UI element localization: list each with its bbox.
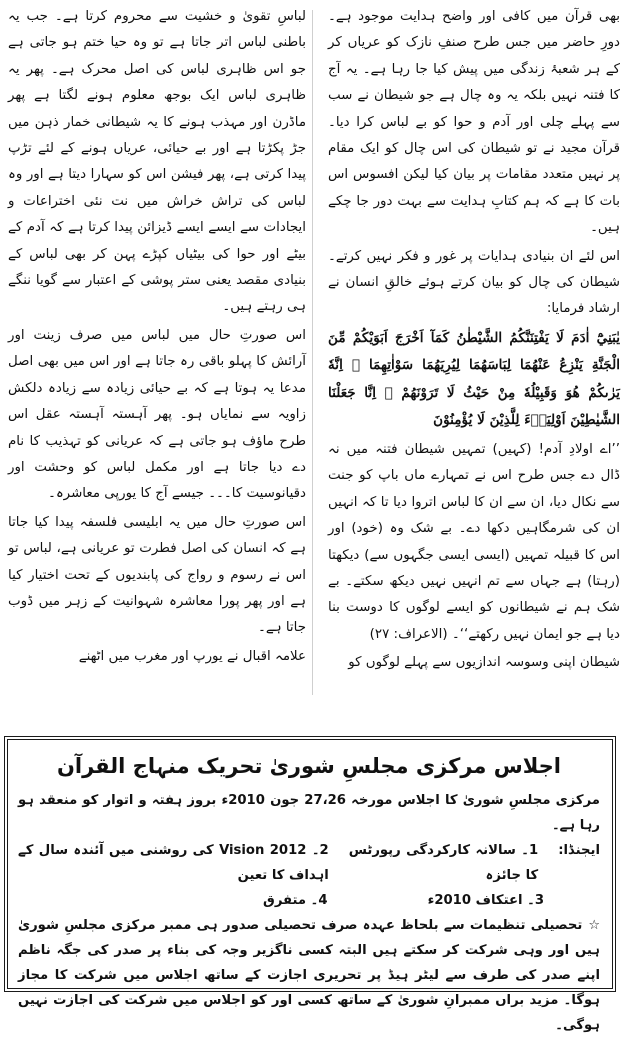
agenda-label: ایجنڈا: [558,843,600,858]
agenda-item: 4۔ متفرق [263,893,328,908]
agenda-row-1 [18,838,600,888]
agenda-row-2 [18,888,600,913]
star-outline-icon: ☆ [588,918,600,933]
meeting-notice-box [4,736,616,1033]
agenda-item: 1۔ سالانہ کارکردگی رپورٹس کا جائزہ [348,843,539,883]
article-paragraph: شیطان اپنی وسوسہ اندازیوں سے پہلے لوگوں کو [348,655,620,671]
notice-announcement: مرکزی مجلسِ شوریٰ کا اجلاس مورخہ 27،26 جون 2010ء بروز ہفتہ و اتوار کو منعقد ہو رہا ہے۔ [18,793,600,833]
article-paragraph: اس لئے ان بنیادی ہدایات پر غور و فکر نہیں کرتے۔ شیطان کی چال کو بیان کرتے ہوئے خالقِ انسان نے ارشاد فرمایا: [328,248,620,317]
quran-verse: يٰبَنِيْٓ اٰدَمَ لَا يَفْتِنَنَّكُمُ الشَّيْطٰنُ كَمَآ اَخْرَجَ اَبَوَيْكُمْ مِّنَ الْجَنَّةِ يَنْزِعُ عَنْهُمَا لِبَاسَهُمَا لِيُرِيَهُمَا سَوْاٰتِهِمَا ۭ اِنَّهٗ يَرٰىكُمْ هُوَ وَقَبِيْلُهٗ مِنْ حَيْثُ لَا تَرَوْنَهُمْ ۭ اِنَّا جَعَلْنَا الشَّيٰطِيْنَ اَوْلِيَاۗءَ لِلَّذِيْنَ لَا يُؤْمِنُوْنَ [328,329,620,429]
article-column-left [8,4,306,670]
article-paragraph: اس صورتِ حال میں لباس میں صرف زینت اور آرائش کا پہلو باقی رہ جاتا ہے اور اس میں بھی اصل مدعا یہ ہوتا ہے کہ بے حیائی زیادہ سے زیادہ دلکش زاویہ سے نمایاں ہو۔ پھر آہستہ آہستہ عقل اس طرح ماؤف ہو جاتی ہے کہ عریانی کو تہذیب کا نام دے دیا جاتا ہے اور مکمل لباس کو وحشت اور دقیانوسیت کا۔۔۔ جیسے آج کا یورپی معاشرہ۔ [8,327,306,502]
notice-note-text: تحصیلی تنظیمات سے بلحاظ عہدہ صرف تحصیلی صدور ہی ممبر مرکزی مجلسِ شوریٰ ہیں اور وہی شرکت کر سکتے ہیں البتہ کسی ناگزیر وجہ کی بناء پر صدر کی جگہ ناظم اپنے صدر کی طرف سے لیٹر ہیڈ پر تحریری اجازت کے ساتھ اجلاس میں شرکت کا مجاز ہوگا۔ مزید براں ممبرانِ شوریٰ کے ساتھ کسی اور کو اجلاس میں شرکت کی اجازت نہیں ہوگی۔ [18,918,600,1033]
notice-title: اجلاس مرکزی مجلسِ شوریٰ تحریک منہاج القرآن [56,754,561,778]
agenda-item: 2۔ Vision 2012 کی روشنی میں آئندہ سال کے اہداف کا تعین [18,843,329,883]
article-paragraph: لباسِ تقویٰ و خشیت سے محروم کرتا ہے۔ جب یہ باطنی لباس اتر جاتا ہے تو وہ حیا ختم ہو جاتی ہے جو اس ظاہری لباس کی اصل محرک ہے۔ پھر یہ ظاہری لباس ایک بوجھ معلوم ہونے لگتا ہے پھر ماڈرن اور مہذب ہونے کا یہ شیطانی خمار ذہن میں جڑ پکڑتا ہے اور بے حیائی، عریاں ہونے کے لئے تڑپ پیدا کرتی ہے، پھر فیشن اس کو سہارا دیتا ہے اور وہ لباس کی تراش خراش میں نت نئی اختراعات و ایجادات سے ایسے ایسے ڈیزائن پیدا کرتا ہے کہ آدم کے بیٹے اور حوا کی بیٹیاں کپڑے پہن کر بھی لباس کے بنیادی مقصد یعنی ستر پوشی کے اعتبار سے گویا ننگے ہی رہتے ہیں۔ [8,9,306,315]
notice-note [18,913,600,1038]
article-paragraph: علامہ اقبال نے یورپ اور مغرب میں اٹھنے [78,648,306,664]
article-paragraph: بھی قرآن میں کافی اور واضح ہدایت موجود ہے۔ دورِ حاضر میں جس طرح صنفِ نازک کو عریاں کر کے ہر شعبۂ زندگی میں پیش کیا جا رہا ہے۔ یہ آج کا فتنہ نہیں بلکہ یہ وہ چال ہے جو شیطان نے سب سے پہلے چلی اور آدم و حوا کو بے لباس کرا دیا۔ قرآن مجید نے تو شیطان کی اس چال کو ایک مقام پر نہیں متعدد مقامات پر بیان کیا لیکن افسوس اس بات کا ہے کہ ہم کتابِ ہدایت سے بہت دور جا چکے ہیں۔ [328,9,620,236]
article-column-right [328,4,620,677]
article-paragraph: اس صورتِ حال میں یہ ابلیسی فلسفہ پیدا کیا جاتا ہے کہ انسان کی اصل فطرت تو عریانی ہے، لباس تو اس نے رسوم و رواج کی پابندیوں کے تحت اختیار کیا ہے اور پھر پورا معاشرہ شہوانیت کے زہر میں ڈوب جاتا ہے۔ [8,514,306,636]
verse-translation: ’’اے اولادِ آدم! (کہیں) تمہیں شیطان فتنہ میں نہ ڈال دے جس طرح اس نے تمہارے ماں باپ کو جنت سے نکال دیا، ان سے ان کا لباس اتروا دیا تا کہ انہیں ان کی شرمگاہیں دکھا دے۔ بے شک وہ (خود) اور اس کا قبیلہ تمہیں (ایسی ایسی جگہوں سے) دیکھتا (رہتا) ہے جہاں سے تم انہیں نہیں دیکھ سکتے۔ بے شک ہم نے شیطانوں کو ایسے لوگوں کا دوست بنا دیا ہے جو ایمان نہیں رکھتے‘‘۔ (الاعراف: ۲۷) [328,441,620,642]
agenda-item: 3۔ اعتکاف 2010ء [427,893,544,908]
column-divider [312,10,313,695]
